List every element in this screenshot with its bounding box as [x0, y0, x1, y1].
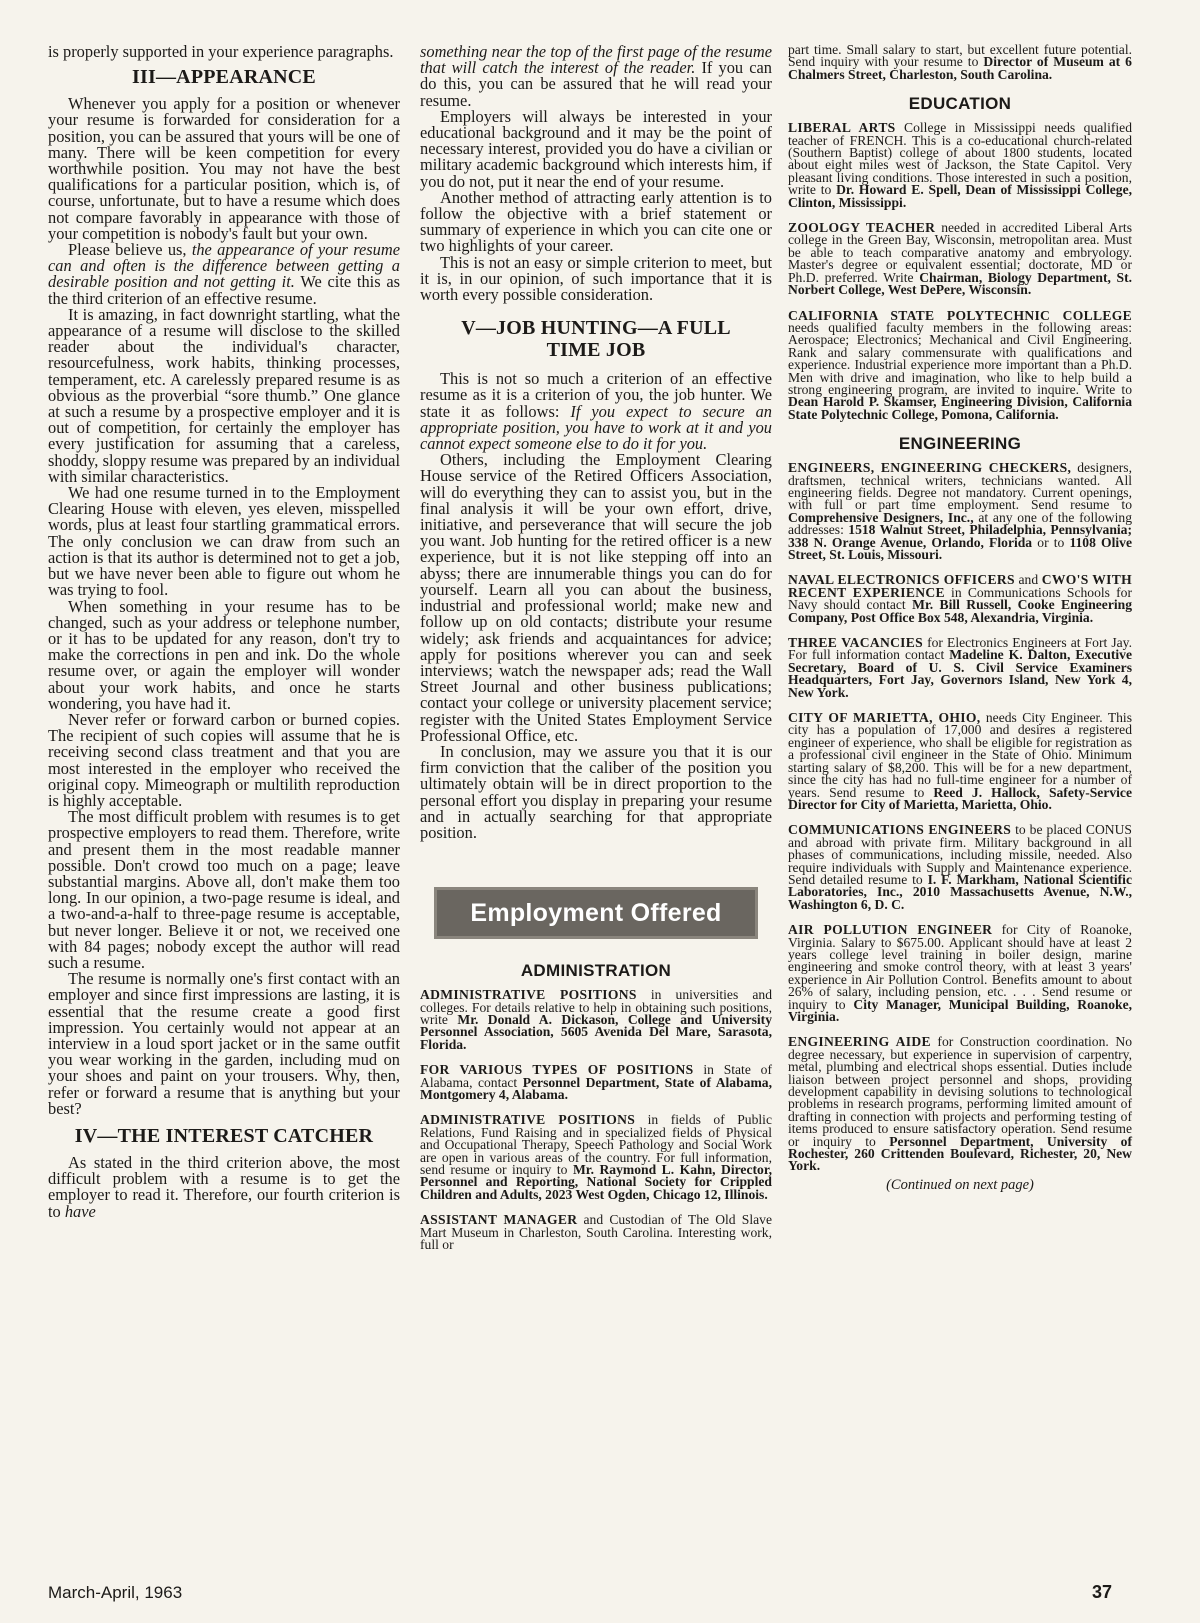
paragraph: is properly supported in your experience paragraphs.	[48, 42, 394, 61]
paragraph: It is amazing, in fact downright startling, what the appearance of a resume will disclose to the skilled reader about the individual's character, resourcefulness, work habits, thinking processes, temperament, etc. A carelessly prepared resume is as obvious as the proverbial “sore thumb.” One glance at such a resume by a prospective employer and it is out of competition, for certainly the employer has every justification for assuming that a careless, shoddy, sloppy resume was prepared by an individual with similar characteristics.	[48, 304, 400, 486]
listing-title: CWO'S WITH RECENT EXPERIENCE	[788, 572, 1132, 600]
italic-run: have	[64, 1201, 96, 1221]
column-right	[788, 44, 1132, 1194]
listing-text: in State of Alabama, contact	[420, 1062, 772, 1090]
listing-contact: Reed J. Hallock, Safety-Service Director for City of Marietta, Marietta, Ohio.	[788, 784, 1132, 812]
job-listing	[788, 462, 1132, 561]
listing-title: ADMINISTRATIVE POSITIONS	[420, 1112, 636, 1128]
text-run: If you can do this, you can be assured that he will read your resume.	[420, 58, 772, 110]
paragraph	[420, 44, 772, 109]
listing-title: ZOOLOGY TEACHER	[788, 220, 936, 236]
job-listing	[788, 222, 1132, 296]
column-middle	[420, 44, 772, 1264]
listing-contact: City Manager, Municipal Building, Roanoke, Virginia.	[788, 996, 1133, 1024]
listing-address: 1108 Olive Street, St. Louis, Missouri.	[788, 534, 1133, 562]
section-heading-interest-catcher: IV—THE INTEREST CATCHER	[74, 1125, 374, 1147]
listing-contact: I. F. Markham, National Scientific Laboratories, Inc., 2010 Massachusetts Avenue, N.W., Washington 6, D. C.	[788, 871, 1132, 912]
listing-title: CALIFORNIA STATE POLYTECHNIC COLLEGE	[788, 307, 1132, 323]
job-listing	[788, 924, 1132, 1023]
section-heading-education: EDUCATION	[908, 94, 1012, 114]
listing-title: FOR VARIOUS TYPES OF POSITIONS	[420, 1062, 694, 1078]
listing-title: ADMINISTRATIVE POSITIONS	[420, 987, 637, 1003]
listing-text: part time. Small salary to start, but excellent future potential. Send inquiry with your resume to	[788, 42, 1132, 70]
section-heading-administration: ADMINISTRATION	[520, 961, 672, 981]
issue-date: March-April, 1963	[48, 1583, 183, 1602]
text-run: As stated in the third criterion above, the most difficult problem with a resume is to get the employer to read it. Therefore, our fourth criterion is to	[48, 1153, 400, 1221]
paragraph	[48, 242, 400, 307]
listing-text: in Communications Schools for Navy should contact	[788, 584, 1132, 613]
paragraph: The most difficult problem with resumes is to get prospective employers to read them. Therefore, write and present them in the most readable manner possible. Don't crowd too much on a page; leave substantial margins. Above all, don't make them too long. In our opinion, a two-page resume is ideal, and a two-and-a-half to three-page resume is acceptable, but never longer. Believe it or not, we received one with 84 pages; nobody except the author will read such a resume.	[48, 807, 400, 972]
italic-run: If you expect to secure an appropriate position, you have to work at it and you cannot expect someone else to do it for you.	[420, 401, 772, 454]
paragraph: The resume is normally one's first contact with an employer and since first impressions are lasting, it is essential that the resume create a good first impression. You certainly would not appear at an interview in a loud sport jacket or in the same outfit you wear working in the garden, including mud on your shoes and paint on your trousers. Why, then, refer or forward a resume that is anything but your best?	[48, 969, 400, 1118]
listing-title: AIR POLLUTION ENGINEER	[788, 922, 993, 938]
listing-title: ENGINEERING AIDE	[788, 1034, 931, 1050]
paragraph: When something in your resume has to be changed, such as your address or telephone number, or it has to be updated for any reason, don't try to make the corrections in pen and ink. Do the whole resume over, or again the employer will wonder about your work habits, and once he starts wondering, you have had it.	[48, 596, 400, 713]
listing-contact: Chairman, Biology Department, St. Norbert College, West DePere, Wisconsin.	[788, 269, 1132, 298]
listing-contact: Mr. Raymond L. Kahn, Director, Personnel and Reporting, National Society for Crippled Children and Adults, 2023 West Ogden, Chicago 12, Illinois.	[420, 1162, 773, 1202]
job-listing	[788, 637, 1132, 699]
continued-note: (Continued on next page)	[886, 1176, 1034, 1193]
listing-text: needed in accredited Liberal Arts college in the Green Bay, Wisconsin, metropolitan area. Must be able to teach comparative anatomy and embryology. Master's degree or equivalent essential; doctorate, MD or Ph.D. preferred. Write	[788, 220, 1132, 285]
paragraph: We had one resume turned in to the Employment Clearing House with eleven, yes eleven, misspelled words, plus at least four startling grammatical errors. The only conclusion we can draw from such an action is that its author is determined not to get a job, but we have never been able to figure out whom he was trying to fool.	[48, 483, 400, 600]
job-listing	[788, 122, 1132, 209]
paragraph: Another method of attracting early attention is to follow the objective with a brief statement or summary of experience in which you can cite one or two highlights of your career.	[420, 187, 772, 256]
listing-text: needs qualified faculty members in the following areas: Aerospace; Electronics; Mechanical and Civil Engineering. Rank and salary commensurate with qualifications and experience. Industrial experience more important than a Ph.D. Men with drive and imagination, who like to help build a strong engineering program, are invited to inquire. Write to	[788, 319, 1132, 397]
job-listing	[420, 1064, 772, 1101]
section-heading-appearance: III—APPEARANCE	[132, 66, 316, 89]
job-listing	[420, 989, 772, 1051]
listing-title: NAVAL ELECTRONICS OFFICERS	[788, 572, 1015, 588]
section-heading-engineering: ENGINEERING	[898, 434, 1022, 454]
job-listing	[420, 1214, 772, 1251]
listing-text: needs City Engineer. This city has a population of 17,000 and desires a registered engineer of experience, who shall be eligible for registration as a professional civil engineer in the State of Ohio. Minimum starting salary of $8,200. This will be for a new department, since the city has had no full-time engineer for a number of years. Send resume to	[788, 710, 1132, 800]
listing-title: CITY OF MARIETTA, OHIO,	[788, 710, 981, 726]
listing-contact: Dean Harold P. Skamser, Engineering Division, California State Polytechnic College, Pomona, California.	[788, 394, 1132, 422]
text-run: We cite this as the third criterion of an effective resume.	[48, 272, 400, 308]
listing-text: designers, draftsmen, technical writers, technicians wanted. All engineering fields. Degree not mandatory. Current openings, with full or part time employment. Send resume to	[788, 460, 1132, 513]
listing-text: for Electronics Engineers at Fort Jay. For full information contact	[788, 635, 1132, 663]
employment-offered-banner: Employment Offered	[434, 887, 758, 939]
listing-contact: Dr. Howard E. Spell, Dean of Mississippi College, Clinton, Mississippi.	[788, 182, 1132, 210]
listing-text: in universities and colleges. For details relative to help in obtaining such positions, write	[420, 987, 772, 1027]
listing-text: for City of Roanoke, Virginia. Salary to $675.00. Applicant should have at least 2 years college level training in boiler design, marine engineering and smoke control theory, with at least 3 years' experience in Air Pollution Control. Benefits amount to about 26% of salary, including pension, etc. . . . Send resume or inquiry to	[788, 922, 1132, 1012]
listing-title: LIBERAL ARTS	[788, 120, 896, 136]
text-run: Please believe us,	[68, 240, 187, 260]
listing-text: and	[1018, 572, 1039, 588]
listing-text: and Custodian of The Old Slave Mart Museum in Charleston, South Carolina. Interesting work, full or	[420, 1212, 772, 1253]
listing-text: in fields of Public Relations, Fund Raising and in specialized fields of Physical and Occupational Therapy, Speech Pathology and Social Work are open in various areas of the country. For full information, send resume or inquiry to	[420, 1112, 772, 1178]
listing-title: ENGINEERS, ENGINEERING CHECKERS,	[788, 460, 1072, 476]
italic-run: the appearance of your resume can and often is the difference between getting a desirable position and not getting it.	[48, 240, 400, 292]
paragraph	[48, 1155, 400, 1220]
listing-contact: Personnel Department, State of Alabama, Montgomery 4, Alabama.	[420, 1074, 772, 1102]
listing-text: at any one of the following addresses:	[788, 509, 1132, 538]
text-run: This is not so much a criterion of an effective resume as it is a criterion of you, the job hunter. We state it as follows:	[420, 369, 772, 421]
italic-run: something near the top of the first page of the resume that will catch the interest of the reader.	[420, 42, 772, 78]
paragraph: Whenever you apply for a position or whenever your resume is forwarded for consideration for a position, you can be assured that yours will be one of many. There will be keen competition for every worthwhile position. You may not have the best qualifications for a particular position, which is, of course, unfortunate, but to have a resume which does not compare favorably in appearance with those of your competition is nobody's fault but your own.	[48, 94, 400, 243]
listing-contact: Comprehensive Designers, Inc.,	[788, 509, 974, 525]
paragraph	[420, 371, 772, 452]
job-listing	[788, 574, 1132, 624]
listing-address: 1518 Walnut Street, Philadelphia, Pennsylvania; 338 N. Orange Avenue, Orlando, Florida	[788, 522, 1132, 550]
job-listing	[788, 712, 1132, 811]
section-heading-job-hunting: V—JOB HUNTING—A FULL TIME JOB	[461, 317, 731, 362]
job-listing	[788, 1036, 1132, 1172]
administration-listings	[420, 989, 772, 1251]
job-listing	[420, 1114, 772, 1201]
listing-contact: Mr. Bill Russell, Cooke Engineering Company, Post Office Box 548, Alexandria, Virginia.	[788, 597, 1132, 625]
job-listing-continued	[788, 44, 1132, 81]
paragraph: Others, including the Employment Clearing House service of the Retired Officers Association, will do everything they can to assist you, but in the final analysis it will be your own effort, drive, initiative, and perseverance that will secure the job you want. Job hunting for the retired officer is a new experience, but it is not like stepping off into an abyss; there are innumerable things you can do for yourself. Learn all you can about the business, industrial and professional world; make new and follow up on old contacts; distribute your resume widely; ask friends and acquaintances for advice; apply for positions wherever you can and seek interviews; watch the newspaper ads; read the Wall Street Journal and other business publications; contact your college or university placement service; register with the United States Employment Service Professional Office, etc.	[420, 450, 772, 745]
listing-contact: Mr. Donald A. Dickason, College and University Personnel Association, 5605 Avenida Del Mare, Sarasota, Florida.	[420, 1011, 772, 1052]
paragraph: In conclusion, may we assure you that it is our firm conviction that the caliber of the position you ultimately obtain will be in direct proportion to the personal effort you display in preparing your resume and in actually searching for that appropriate position.	[420, 741, 772, 842]
listing-title: ASSISTANT MANAGER	[420, 1212, 578, 1228]
listing-text: to be placed CONUS and abroad with private firm. Military background in all phases of communications, including missile, needed. Also require individuals with Supply and Maintenance experience. Send detailed resume to	[788, 822, 1132, 887]
paragraph: Never refer or forward carbon or burned copies. The recipient of such copies will assume that he is receiving second class treatment and that you are most interested in the employer who received the original copy. Mimeograph or multilith reproduction is highly acceptable.	[48, 709, 400, 810]
paragraph: This is not an easy or simple criterion to meet, but it is, in our opinion, of such importance that it is worth every possible consideration.	[420, 252, 772, 305]
column-left	[48, 44, 400, 1220]
job-listing	[788, 307, 1132, 422]
page-number: 37	[1092, 1582, 1113, 1602]
listing-title: THREE VACANCIES	[788, 635, 923, 651]
listing-text: College in Mississippi needs qualified teacher of FRENCH. This is a co-educational church-related (Southern Baptist) college of about 1800 students, located about eight miles west of Jackson, the State Capitol. Very pleasant living conditions. Those interested in such a position, write to	[788, 120, 1132, 198]
paragraph: Employers will always be interested in your educational background and it may be the point of necessary interest, provided you do have a civilian or military academic background which interests him, if you do not, put it near the end of your resume.	[420, 106, 772, 191]
listing-contact: Madeline K. Dalton, Executive Secretary, Board of U. S. Civil Service Examiners Headquarters, Fort Jay, Governors Island, New York 4, New York.	[788, 647, 1132, 700]
listing-text: for Construction coordination. No degree necessary, but experience in supervision of carpentry, metal, plumbing and electrical shops essential. Duties include liaison between project personnel and shops, providing development capability in devising solutions to technological problems in research programs, performing limited amount of drafting in connection with projects and performing testing of items produced to ensure satisfactory operation. Send resume or inquiry to	[788, 1034, 1132, 1149]
listing-contact: Director of Museum at 6 Chalmers Street, Charleston, South Carolina.	[788, 54, 1132, 82]
listing-text: or to	[1037, 534, 1065, 550]
listing-contact: Personnel Department, University of Rochester, 260 Crittenden Boulevard, Richester, 20, New York.	[788, 1133, 1132, 1174]
job-listing	[788, 824, 1132, 911]
listing-title: COMMUNICATIONS ENGINEERS	[788, 822, 1012, 838]
